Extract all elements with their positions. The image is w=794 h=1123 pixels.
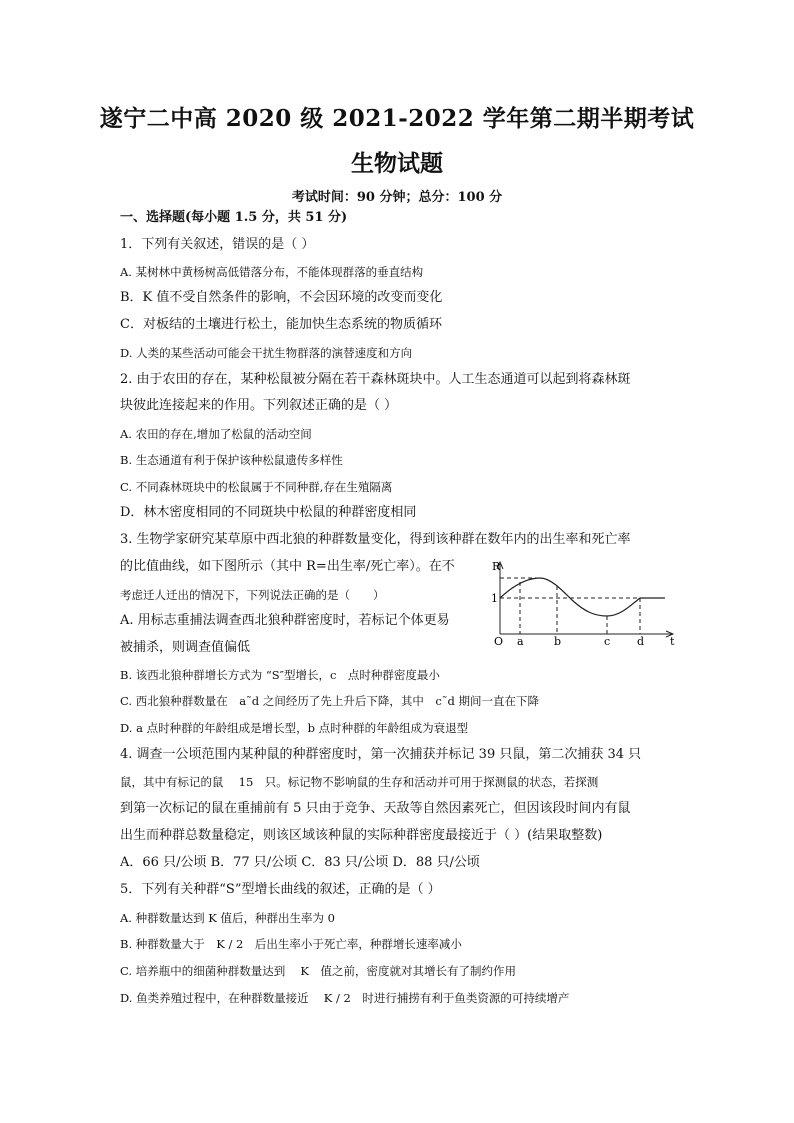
q5-stem: 5．下列有关种群“S”型增长曲线的叙述，正确的是（ ）: [120, 882, 441, 897]
q2-stem-2: 块彼此连接起来的作用。下列叙述正确的是（ ）: [120, 398, 398, 413]
q1-option-b: B．K 值不受自然条件的影响，不会因环境的改变而变化: [120, 290, 443, 305]
q3-stem-3: 考虑迁人迁出的情况下，下列说法正确的是（ ）: [120, 588, 385, 602]
section-heading: 一、选择题(每小题 1.5 分，共 51 分): [120, 210, 348, 225]
q3-option-a-1: A. 用标志重捕法调查西北狼种群密度时，若标记个体更易: [120, 613, 450, 628]
figure-y-label: R: [492, 560, 501, 573]
q1-option-a: A. 某树林中黄杨树高低错落分布，不能体现群落的垂直结构: [120, 265, 424, 279]
q1-option-d: D. 人类的某些活动可能会干扰生物群落的演替速度和方向: [120, 346, 413, 360]
q2-option-a: A. 农田的存在,增加了松鼠的活动空间: [120, 427, 312, 441]
exam-title: 遂宁二中高 2020 级 2021-2022 学年第二期半期考试: [99, 105, 695, 132]
q2-option-b: B. 生态通道有利于保护该种松鼠遗传多样性: [120, 453, 343, 467]
q2-option-c: C. 不同森林斑块中的松鼠属于不同种群,存在生殖隔离: [120, 480, 393, 494]
q3-option-a-2: 被捕杀，则调查值偏低: [120, 640, 251, 655]
q4-stem-2: 鼠，其中有标记的鼠 15 只。标记物不影响鼠的生存和活动并可用于探测鼠的状态，若探测: [120, 775, 599, 789]
figure-y-tick: 1: [491, 592, 498, 605]
subject-title: 生物试题: [351, 150, 443, 177]
q5-option-c: C. 培养瓶中的细菌种群数量达到 K 值之前，密度就对其增长有了制约作用: [120, 964, 516, 978]
q5-option-d: D. 鱼类养殖过程中，在种群数量接近 K / 2 时进行捕捞有利于鱼类资源的可持续增产: [120, 991, 570, 1005]
q2-option-d: D．林木密度相同的不同斑块中松鼠的种群密度相同: [120, 505, 417, 520]
exam-info: 考试时间：90 分钟；总分：100 分: [291, 190, 503, 205]
figure-point-c: c: [604, 635, 611, 646]
q3-stem-1: 3. 生物学家研究某草原中西北狼的种群数量变化，得到该种群在数年内的出生率和死亡率: [120, 532, 631, 547]
q5-option-b: B. 种群数量大于 K / 2 后出生率小于死亡率，种群增长速率减小: [120, 937, 462, 951]
q4-stem-4: 出生而种群总数量稳定，则该区域该种鼠的实际种群密度最接近于（ ）(结果取整数): [120, 828, 603, 843]
q4-stem-3: 到第一次标记的鼠在重捕前有 5 只由于竞争、天敌等自然因素死亡，但因该段时间内有鼠: [120, 801, 631, 816]
q3-option-c: C. 西北狼种群数量在 a˜d 之间经历了先上升后下降，其中 c˜d 期间一直在下降: [120, 694, 540, 708]
q3-option-d: D. a 点时种群的年龄组成是增长型，b 点时种群的年龄组成为衰退型: [120, 721, 469, 735]
figure-curve: [500, 578, 665, 616]
figure-point-d: d: [637, 635, 645, 646]
q4-stem-1: 4. 调查一公顷范围内某种鼠的种群密度时，第一次捕获并标记 39 只鼠，第二次捕获 34 只: [120, 747, 642, 762]
q3-option-b: B. 该西北狼种群增长方式为 “S″型增长，c 点时种群密度最小: [120, 668, 440, 682]
q1-stem: 1．下列有关叙述，错误的是（ ）: [120, 237, 315, 252]
q3-figure: [490, 556, 680, 646]
figure-x-label: t: [670, 635, 675, 646]
figure-origin: O: [494, 635, 504, 646]
q2-stem-1: 2. 由于农田的存在，某种松鼠被分隔在若干森林斑块中。人工生态通道可以起到将森林斑: [120, 372, 631, 387]
q3-stem-2: 的比值曲线，如下图所示（其中 R=出生率/死亡率）。在不: [120, 559, 455, 574]
figure-point-b: b: [554, 635, 562, 646]
q1-option-c: C．对板结的土壤进行松土，能加快生态系统的物质循环: [120, 317, 442, 332]
q4-options: A．66 只/公顷 B．77 只/公顷 C．83 只/公顷 D．88 只/公顷: [120, 855, 480, 870]
q5-option-a: A. 种群数量达到 K 值后，种群出生率为 0: [120, 911, 335, 925]
figure-point-a: a: [517, 635, 524, 646]
